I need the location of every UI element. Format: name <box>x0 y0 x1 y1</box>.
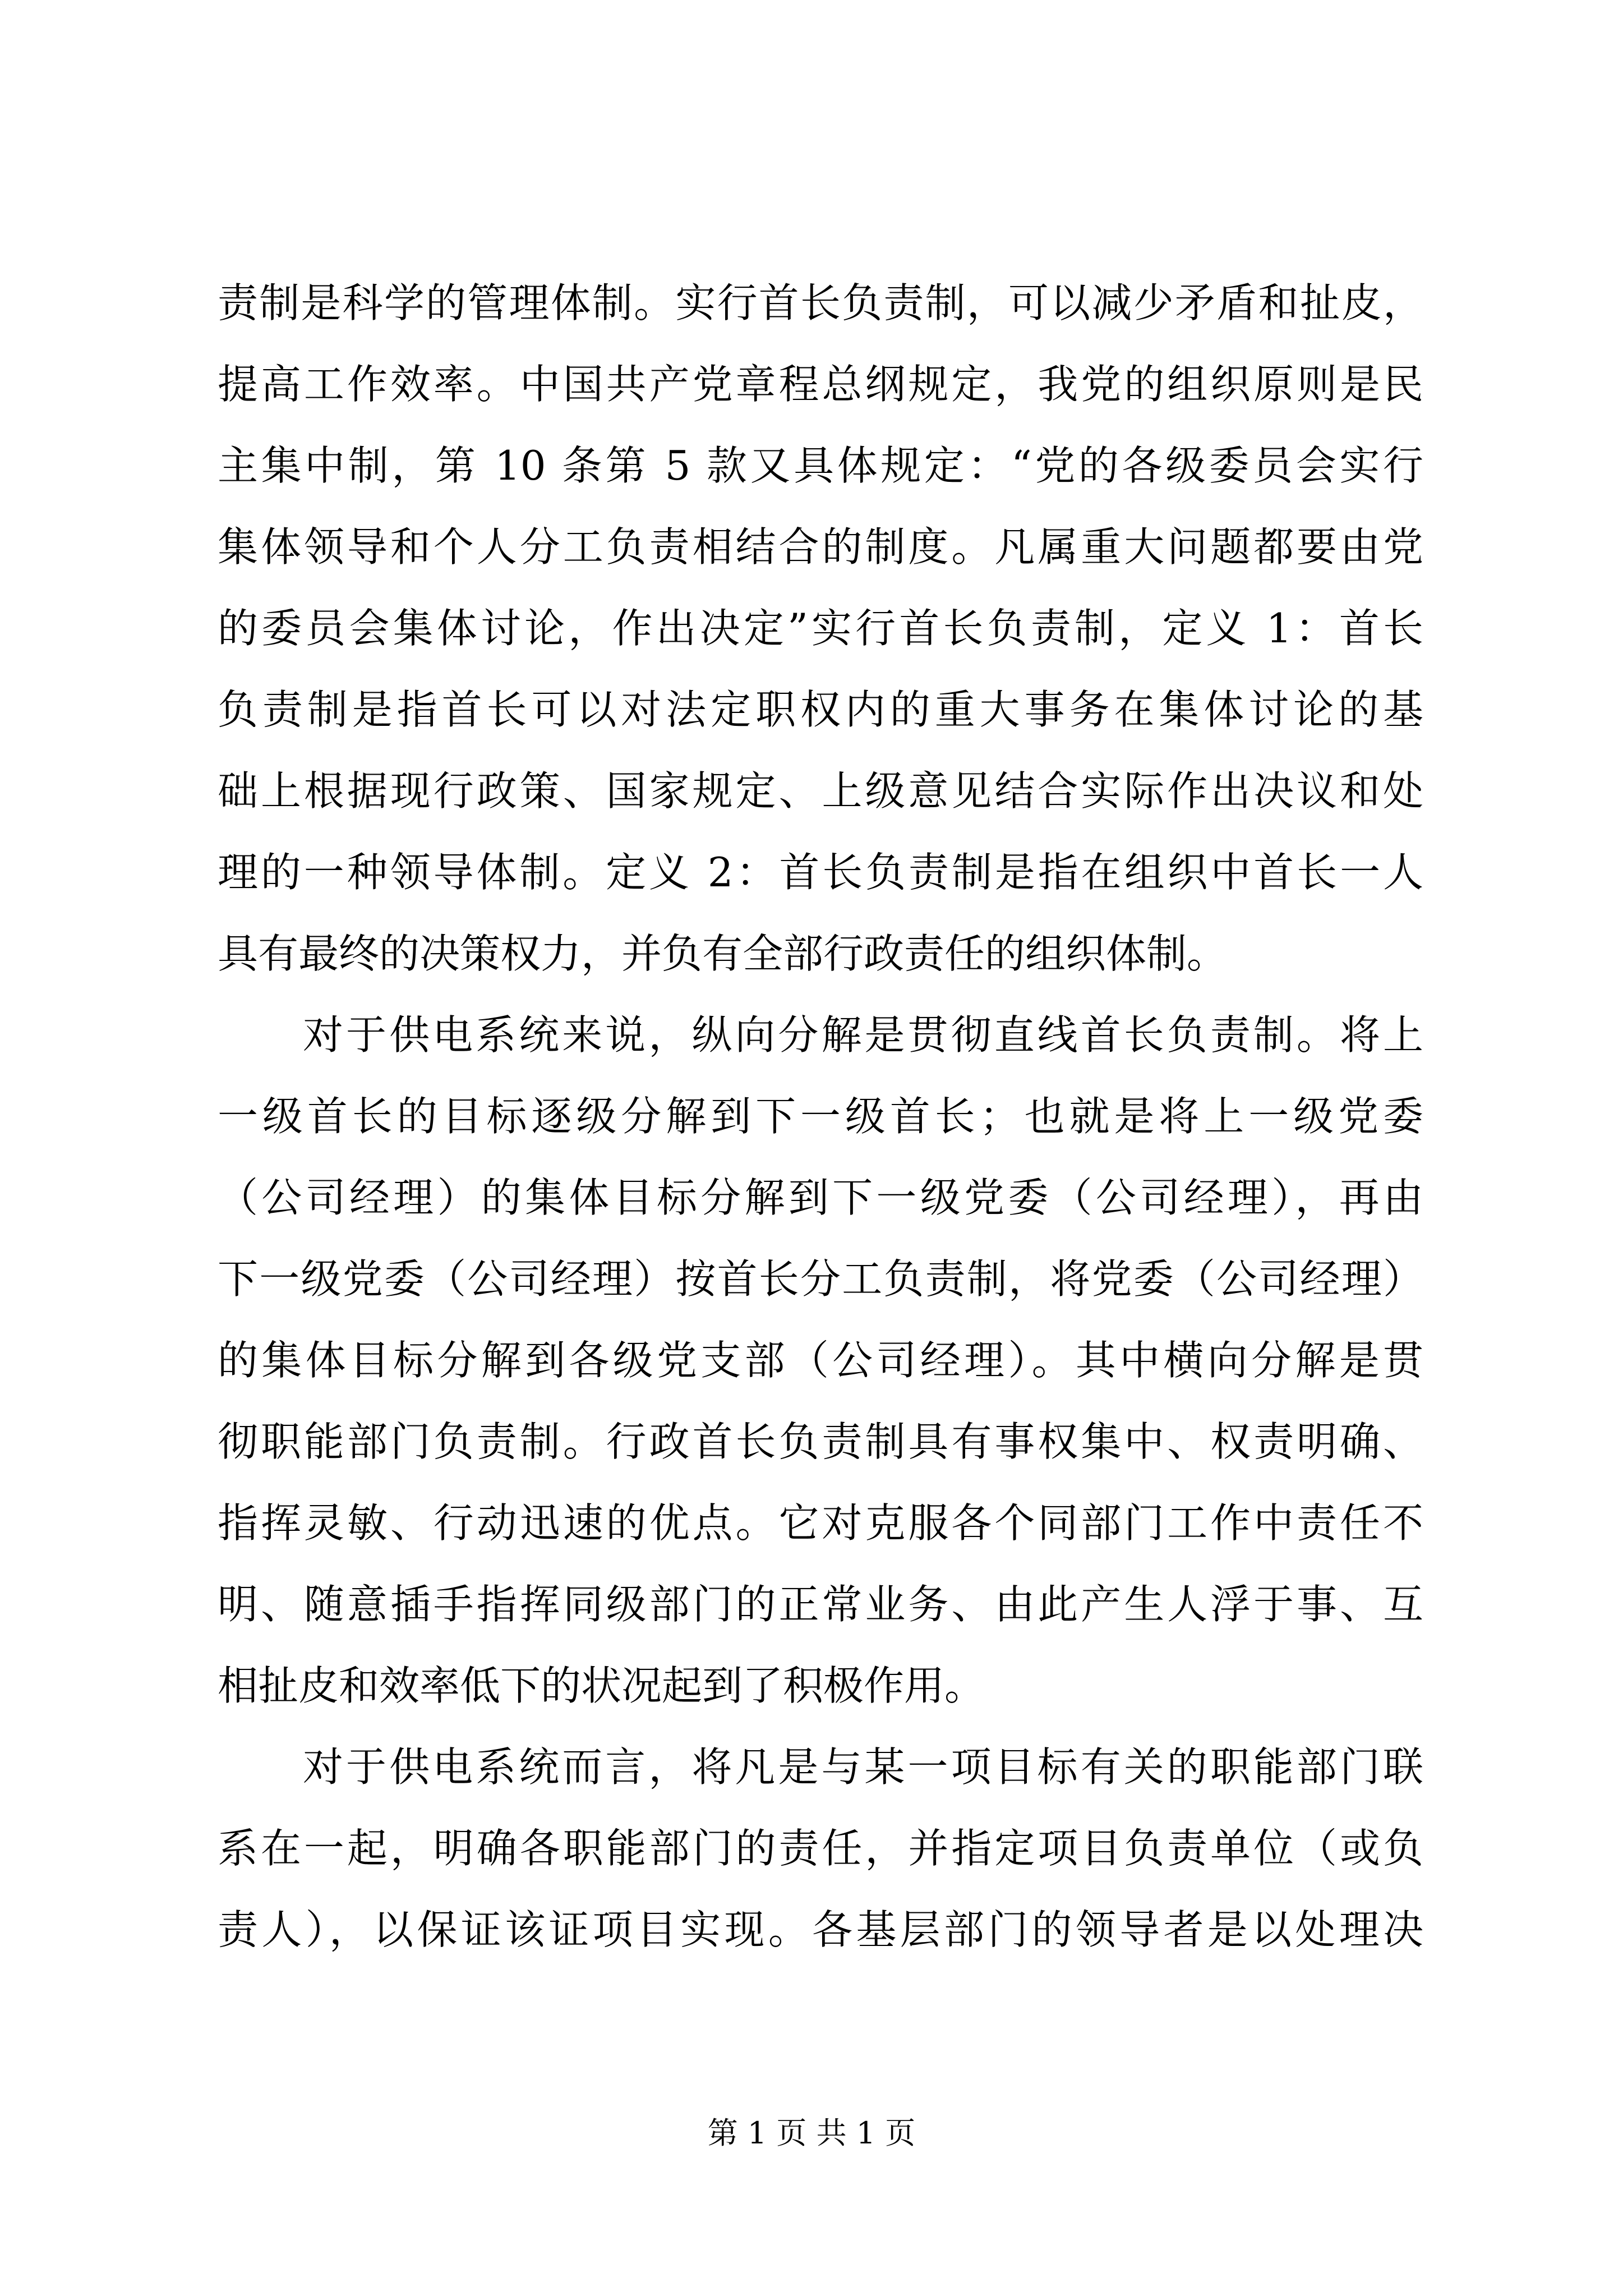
text-line: 责制是科学的管理体制。实行首长负责制，可以减少矛盾和扯皮， <box>218 279 1423 326</box>
text-line: 对于供电系统来说，纵向分解是贯彻直线首长负责制。将上 <box>303 1011 1423 1059</box>
text-line: 主集中制，第 10 条第 5 款又具体规定：“党的各级委员会实行 <box>218 442 1423 489</box>
text-line: （公司经理）的集体目标分解到下一级党委（公司经理），再由 <box>218 1174 1423 1221</box>
document-body <box>218 263 1423 1971</box>
text-line: 系在一起，明确各职能部门的责任，并指定项目负责单位（或负 <box>218 1825 1423 1872</box>
text-line: 明、随意插手指挥同级部门的正常业务、由此产生人浮于事、互 <box>218 1581 1423 1628</box>
text-line: 责人），以保证该证项目实现。各基层部门的领导者是以处理决 <box>218 1906 1423 1953</box>
text-line: 的委员会集体讨论，作出决定”实行首长负责制，定义 1：首长 <box>218 605 1423 652</box>
paragraph-3 <box>218 1727 1423 1971</box>
text-line: 相扯皮和效率低下的状况起到了积极作用。 <box>218 1662 985 1709</box>
text-line: 指挥灵敏、行动迅速的优点。它对克服各个同部门工作中责任不 <box>218 1499 1423 1547</box>
text-line: 理的一种领导体制。定义 2：首长负责制是指在组织中首长一人 <box>218 849 1423 896</box>
text-line: 负责制是指首长可以对法定职权内的重大事务在集体讨论的基 <box>218 686 1423 733</box>
text-line: 的集体目标分解到各级党支部（公司经理）。其中横向分解是贯 <box>218 1337 1423 1384</box>
text-line: 一级首长的目标逐级分解到下一级首长；也就是将上一级党委 <box>218 1093 1423 1140</box>
text-line: 础上根据现行政策、国家规定、上级意见结合实际作出决议和处 <box>218 767 1423 815</box>
page-footer <box>0 2114 1623 2153</box>
paragraph-1 <box>218 263 1423 995</box>
page-number-label: 第 1 页 共 1 页 <box>707 2115 916 2151</box>
paragraph-2 <box>218 995 1423 1727</box>
text-line: 彻职能部门负责制。行政首长负责制具有事权集中、权责明确、 <box>218 1418 1423 1465</box>
text-line: 提高工作效率。中国共产党章程总纲规定，我党的组织原则是民 <box>218 361 1423 408</box>
text-line: 具有最终的决策权力，并负有全部行政责任的组织体制。 <box>218 930 1228 977</box>
text-line: 集体领导和个人分工负责相结合的制度。凡属重大问题都要由党 <box>218 523 1423 570</box>
text-line: 对于供电系统而言，将凡是与某一项目标有关的职能部门联 <box>303 1743 1423 1791</box>
text-line: 下一级党委（公司经理）按首长分工负责制，将党委（公司经理） <box>218 1255 1423 1303</box>
